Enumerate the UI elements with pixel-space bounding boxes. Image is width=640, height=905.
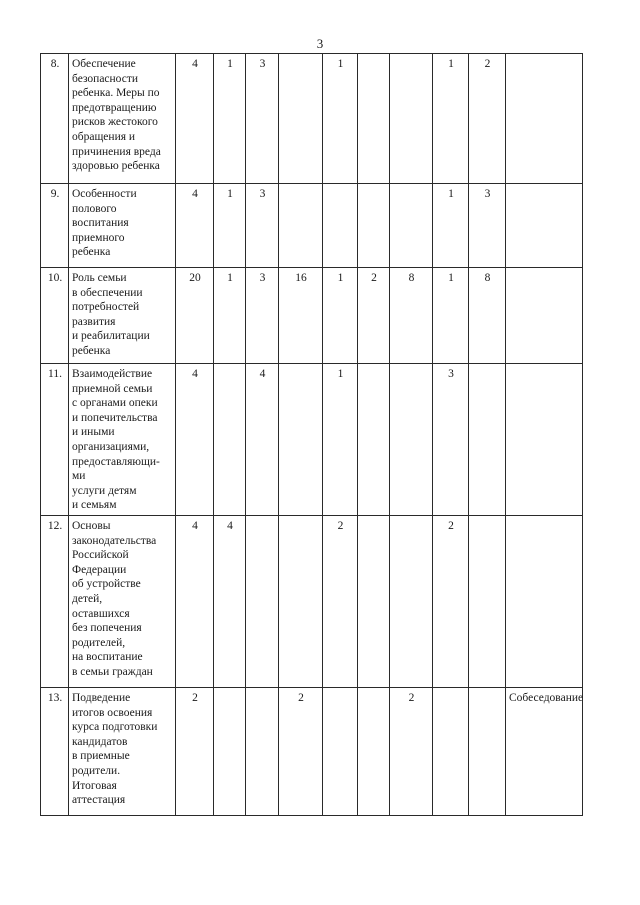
attestation-cell: Собеседование [506, 688, 583, 816]
hours-cell: 1 [214, 184, 246, 268]
hours-cell: 3 [246, 54, 279, 184]
table-row [41, 516, 583, 688]
hours-cell [469, 688, 506, 816]
hours-cell: 1 [433, 54, 469, 184]
hours-cell [358, 364, 390, 516]
hours-cell: 1 [214, 268, 246, 364]
row-number: 13. [41, 688, 69, 816]
hours-cell: 3 [246, 184, 279, 268]
hours-cell: 8 [390, 268, 433, 364]
hours-cell [279, 516, 323, 688]
attestation-cell [506, 364, 583, 516]
hours-cell: 1 [323, 364, 358, 516]
page-number: 3 [316, 36, 324, 51]
attestation-cell [506, 54, 583, 184]
topic-cell: Подведение итогов освоения курса подготовки кандидатов в приемные родители. Итоговая аттестация [69, 688, 176, 816]
hours-cell [390, 364, 433, 516]
topic-cell: Обеспечение безопасности ребенка. Меры по предотвращению рисков жестокого обращения и причинения вреда здоровью ребенка [69, 54, 176, 184]
hours-cell: 1 [323, 268, 358, 364]
table-row [41, 364, 583, 516]
hours-cell [246, 688, 279, 816]
hours-cell [323, 688, 358, 816]
hours-cell [214, 688, 246, 816]
curriculum-table [40, 53, 583, 816]
hours-cell: 2 [176, 688, 214, 816]
hours-cell [390, 516, 433, 688]
hours-cell: 1 [433, 184, 469, 268]
hours-cell [323, 184, 358, 268]
topic-cell: Особенности полового воспитания приемного ребенка [69, 184, 176, 268]
table-row [41, 268, 583, 364]
hours-cell: 4 [214, 516, 246, 688]
hours-cell: 1 [214, 54, 246, 184]
hours-cell: 2 [469, 54, 506, 184]
hours-cell: 2 [433, 516, 469, 688]
hours-cell [358, 688, 390, 816]
hours-cell: 3 [469, 184, 506, 268]
hours-cell: 4 [176, 184, 214, 268]
topic-cell: Роль семьи в обеспечении потребностей развития и реабилитации ребенка [69, 268, 176, 364]
hours-cell [469, 516, 506, 688]
hours-cell: 4 [176, 54, 214, 184]
hours-cell [390, 54, 433, 184]
topic-cell: Взаимодействие приемной семьи с органами опеки и попечительства и иными организациями, предоставляющи- ми услуги детям и семьям [69, 364, 176, 516]
hours-cell: 1 [433, 268, 469, 364]
hours-cell: 16 [279, 268, 323, 364]
attestation-cell [506, 516, 583, 688]
hours-cell [433, 688, 469, 816]
hours-cell: 2 [390, 688, 433, 816]
hours-cell: 2 [323, 516, 358, 688]
row-number: 8. [41, 54, 69, 184]
table-row [41, 54, 583, 184]
hours-cell [246, 516, 279, 688]
row-number: 10. [41, 268, 69, 364]
row-number: 9. [41, 184, 69, 268]
attestation-cell [506, 184, 583, 268]
attestation-cell [506, 268, 583, 364]
hours-cell [214, 364, 246, 516]
hours-cell [358, 516, 390, 688]
table-row [41, 688, 583, 816]
row-number: 12. [41, 516, 69, 688]
hours-cell: 4 [176, 364, 214, 516]
hours-cell: 2 [358, 268, 390, 364]
hours-cell: 4 [246, 364, 279, 516]
hours-cell [358, 54, 390, 184]
hours-cell [469, 364, 506, 516]
hours-cell: 1 [323, 54, 358, 184]
topic-cell: Основы законодательства Российской Федерации об устройстве детей, оставшихся без попечения родителей, на воспитание в семьи граждан [69, 516, 176, 688]
hours-cell [358, 184, 390, 268]
hours-cell [279, 364, 323, 516]
hours-cell: 3 [433, 364, 469, 516]
hours-cell: 3 [246, 268, 279, 364]
hours-cell [279, 184, 323, 268]
hours-cell: 20 [176, 268, 214, 364]
hours-cell: 4 [176, 516, 214, 688]
hours-cell [279, 54, 323, 184]
hours-cell [390, 184, 433, 268]
hours-cell: 8 [469, 268, 506, 364]
row-number: 11. [41, 364, 69, 516]
table-row [41, 184, 583, 268]
hours-cell: 2 [279, 688, 323, 816]
